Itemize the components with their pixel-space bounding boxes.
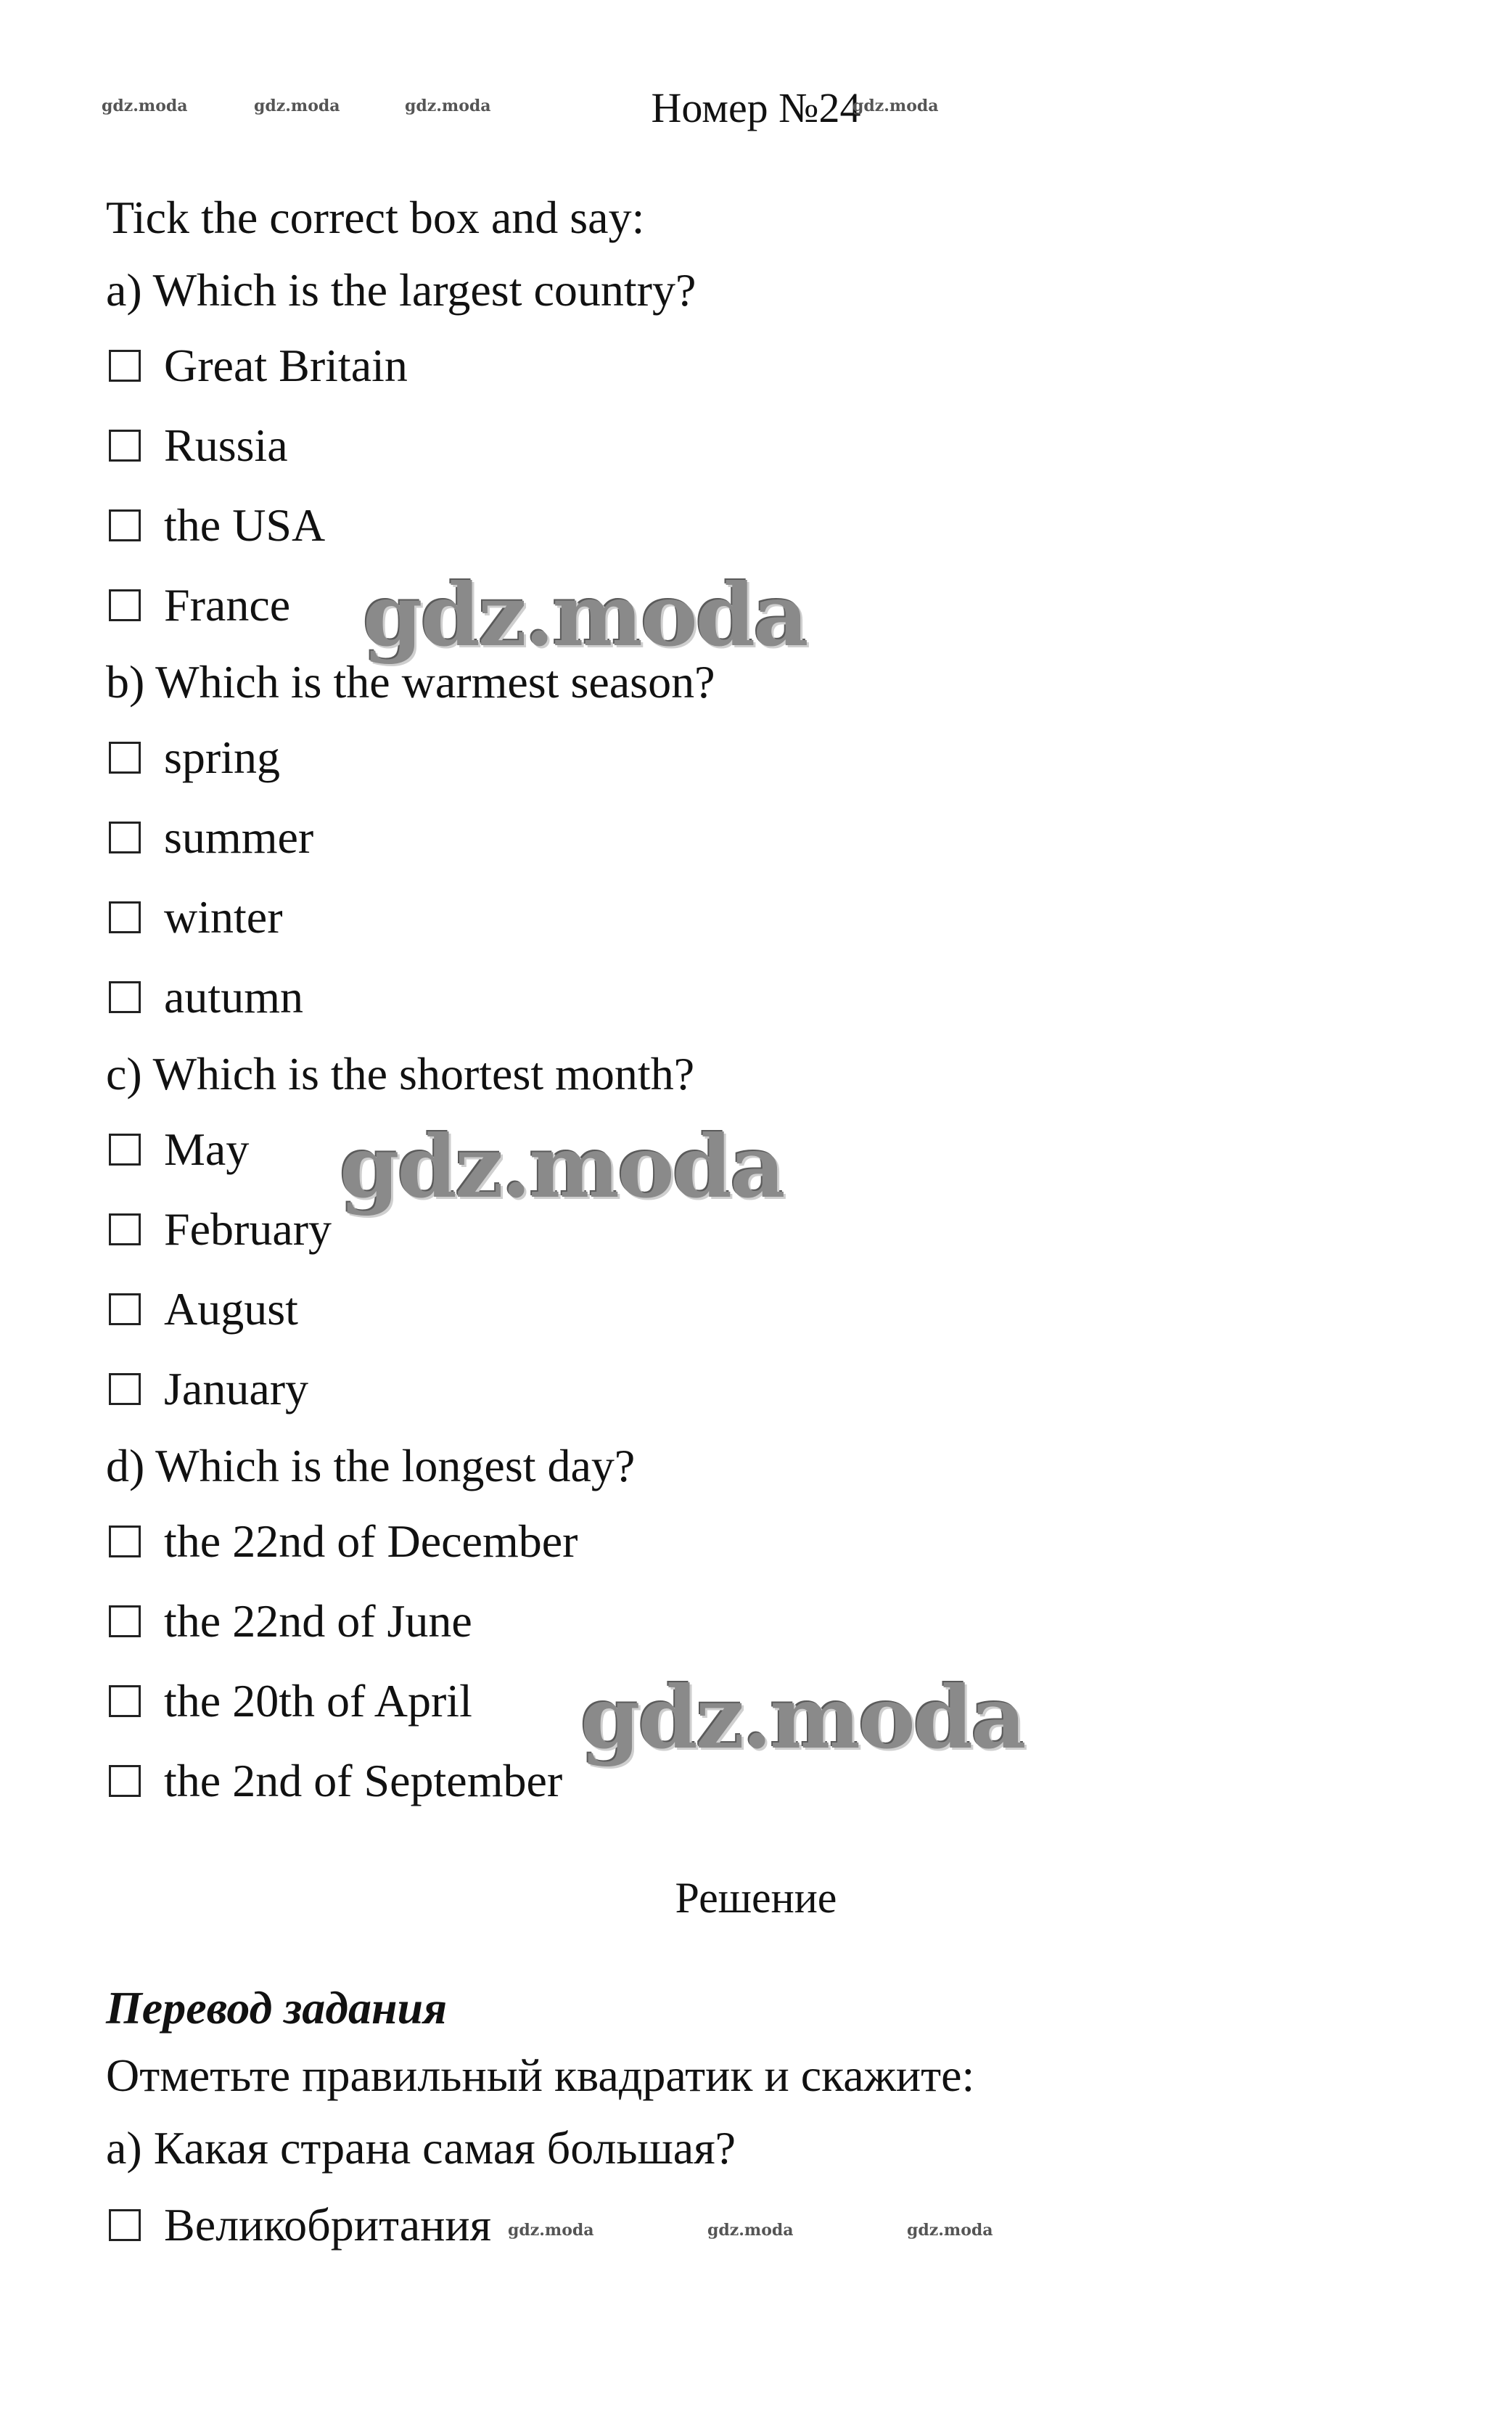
checkbox[interactable] xyxy=(109,1526,141,1557)
option-label: February xyxy=(164,1203,332,1255)
option-label: the 20th of April xyxy=(164,1675,472,1727)
option-22nd-december[interactable] xyxy=(109,1515,578,1567)
option-velikobritaniya[interactable] xyxy=(109,2199,492,2251)
option-winter[interactable] xyxy=(109,891,283,943)
watermark-small: gdz.moda xyxy=(508,2221,594,2240)
watermark-large: gdz.moda xyxy=(340,1116,784,1217)
option-label: winter xyxy=(164,891,283,943)
option-label: January xyxy=(164,1363,309,1414)
watermark-small: gdz.moda xyxy=(102,97,188,115)
solution-heading: Решение xyxy=(675,1874,837,1922)
option-january[interactable] xyxy=(109,1363,309,1414)
watermark-small: gdz.moda xyxy=(852,97,939,115)
option-label: the 22nd of June xyxy=(164,1595,472,1647)
checkbox[interactable] xyxy=(109,509,141,541)
option-label: spring xyxy=(164,732,280,783)
translation-instruction: Отметьте правильный квадратик и скажите: xyxy=(106,2049,975,2101)
option-august[interactable] xyxy=(109,1283,298,1335)
question-d: d) Which is the longest day? xyxy=(106,1440,636,1491)
option-the-usa[interactable] xyxy=(109,499,326,551)
checkbox[interactable] xyxy=(109,1134,141,1166)
checkbox[interactable] xyxy=(109,1373,141,1405)
option-label: May xyxy=(164,1123,250,1175)
checkbox[interactable] xyxy=(109,430,141,462)
checkbox[interactable] xyxy=(109,822,141,853)
exercise-instruction: Tick the correct box and say: xyxy=(106,192,645,243)
option-label: Russia xyxy=(164,419,288,471)
checkbox[interactable] xyxy=(109,589,141,621)
option-spring[interactable] xyxy=(109,734,280,781)
option-label: autumn xyxy=(164,971,303,1023)
checkbox[interactable] xyxy=(109,1213,141,1245)
option-russia[interactable] xyxy=(109,419,288,471)
option-great-britain[interactable] xyxy=(109,340,408,391)
question-c: c) Which is the shortest month? xyxy=(106,1048,695,1100)
option-label: the USA xyxy=(164,499,326,551)
translation-question-a: а) Какая страна самая большая? xyxy=(106,2122,736,2174)
option-label: August xyxy=(164,1283,298,1335)
option-autumn[interactable] xyxy=(109,971,303,1023)
option-may[interactable] xyxy=(109,1123,250,1175)
checkbox[interactable] xyxy=(109,742,141,774)
option-label: Великобритания xyxy=(164,2199,492,2251)
option-label: the 22nd of December xyxy=(164,1515,578,1567)
option-february[interactable] xyxy=(109,1203,332,1255)
option-22nd-june[interactable] xyxy=(109,1595,472,1647)
option-label: summer xyxy=(164,811,314,863)
option-2nd-september[interactable] xyxy=(109,1755,563,1806)
question-b: b) Which is the warmest season? xyxy=(106,656,715,708)
watermark-small: gdz.moda xyxy=(907,2221,993,2240)
watermark-large: gdz.moda xyxy=(363,565,807,666)
checkbox[interactable] xyxy=(109,1293,141,1325)
option-20th-april[interactable] xyxy=(109,1675,472,1727)
checkbox[interactable] xyxy=(109,1685,141,1717)
option-label: Great Britain xyxy=(164,340,408,391)
checkbox[interactable] xyxy=(109,1765,141,1797)
checkbox[interactable] xyxy=(109,2209,141,2241)
checkbox[interactable] xyxy=(109,981,141,1013)
watermark-small: gdz.moda xyxy=(405,97,491,115)
watermark-small: gdz.moda xyxy=(707,2221,794,2240)
translation-heading: Перевод задания xyxy=(106,1982,448,2034)
option-summer[interactable] xyxy=(109,811,314,863)
checkbox[interactable] xyxy=(109,350,141,382)
checkbox[interactable] xyxy=(109,901,141,933)
question-a: a) Which is the largest country? xyxy=(106,264,697,316)
option-label: France xyxy=(164,579,291,631)
option-france[interactable] xyxy=(109,579,291,631)
checkbox[interactable] xyxy=(109,1605,141,1637)
watermark-small: gdz.moda xyxy=(254,97,340,115)
page-title: Номер №24 xyxy=(651,84,861,131)
option-label: the 2nd of September xyxy=(164,1755,563,1806)
watermark-large: gdz.moda xyxy=(580,1667,1024,1768)
